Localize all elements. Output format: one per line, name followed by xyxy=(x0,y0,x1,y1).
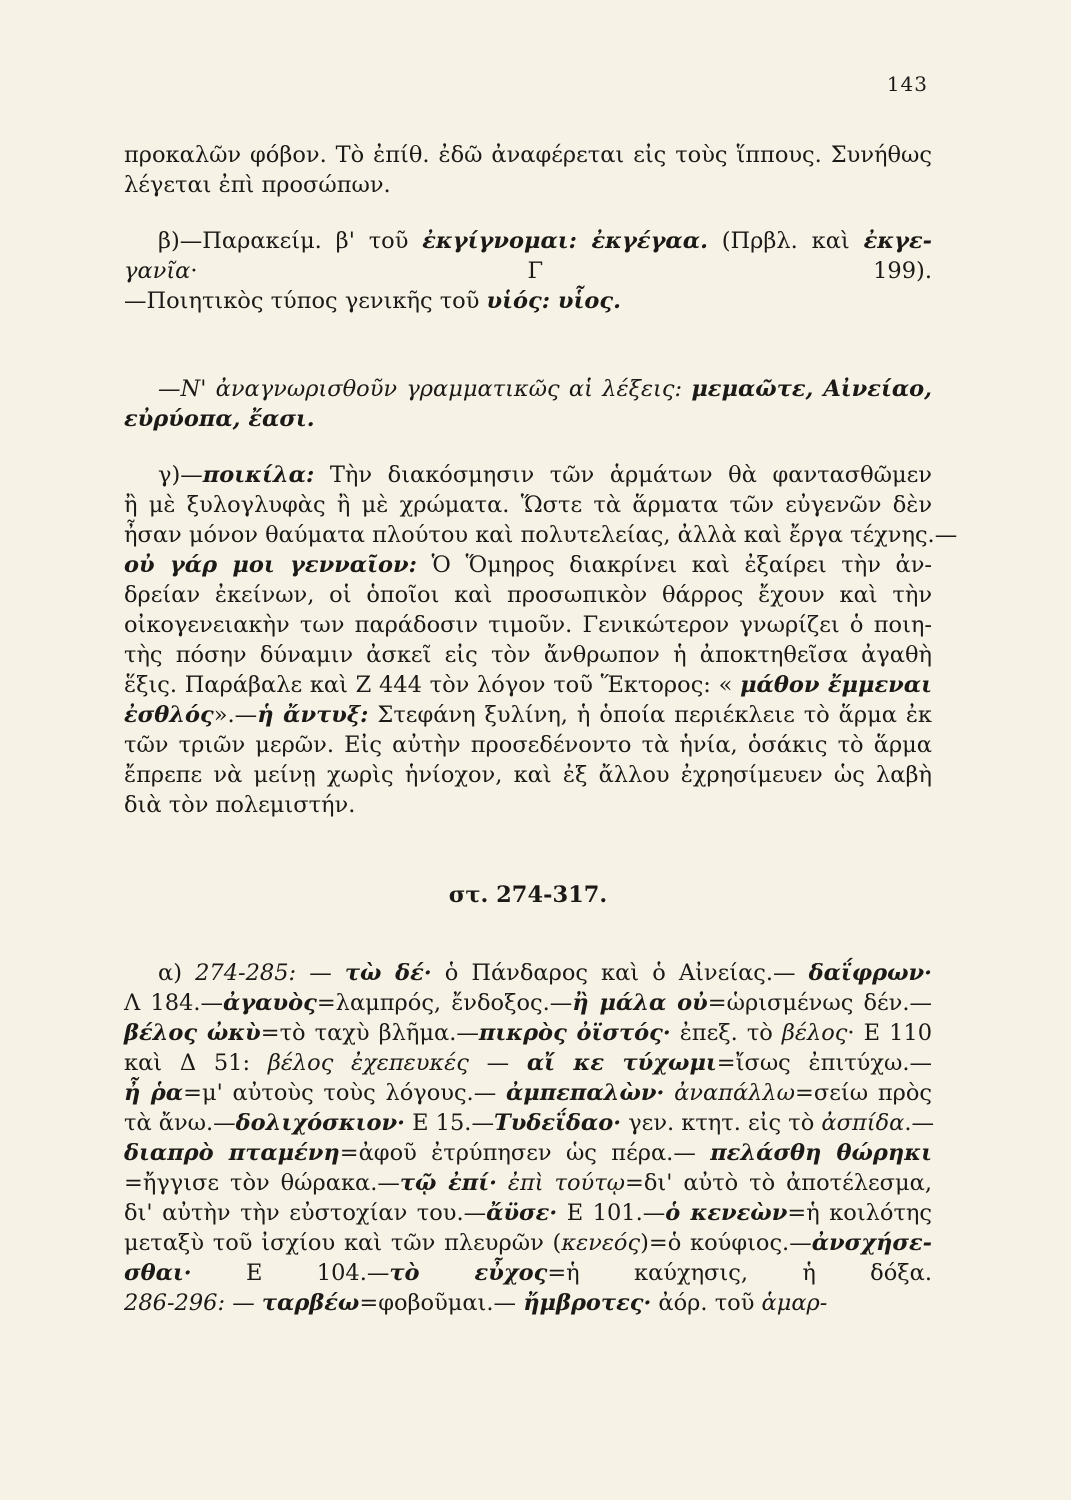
text-run: λέγεται ἐπὶ προσώπων. xyxy=(124,172,391,198)
text-line xyxy=(124,730,932,760)
emphasized-term: κενεός xyxy=(561,1230,641,1256)
text-line xyxy=(124,256,932,286)
text-run: Ὁ Ὅμηρος διακρίνει καὶ ἐξαίρει τὴν ἀν- xyxy=(416,552,932,578)
text-line xyxy=(124,580,932,610)
text-run: =τὸ ταχὺ βλῆμα.— xyxy=(260,1020,479,1046)
text-run: γεν. κτητ. εἰς τὸ xyxy=(621,1110,822,1136)
text-run: δρείαν ἐκείνων, οἱ ὁποῖοι καὶ προσωπικὸν θάρρος ἔχουν καὶ τὴν xyxy=(124,582,932,608)
emphasized-term: εὐρύοπα, ἔασι. xyxy=(124,406,315,432)
text-run: =ἀφοῦ ἐτρύπησεν ὡς πέρα.— xyxy=(339,1140,711,1166)
emphasized-term: ἤμβροτες· xyxy=(523,1290,652,1316)
text-run: .— xyxy=(904,1110,934,1136)
emphasized-term: βέλος ὠκὺ xyxy=(124,1020,261,1046)
text-line xyxy=(124,1258,932,1288)
text-run: =ἴσως ἐπιτύχω.— xyxy=(716,1050,932,1076)
paragraph xyxy=(124,374,932,434)
text-run: =ἤγγισε τὸν θώρακα.— xyxy=(124,1170,400,1196)
text-run: Λ 184.— xyxy=(124,990,224,1016)
text-line xyxy=(124,1018,932,1048)
text-run: οἰκογενειακὴν των παράδοσιν τιμοῦν. Γενικώτερον γνωρίζει ὁ ποιη- xyxy=(124,612,932,638)
text-line xyxy=(124,490,932,520)
emphasized-term: υἱός: υἷος. xyxy=(486,288,621,314)
emphasized-term: ἢ μάλα οὐ xyxy=(572,990,708,1016)
text-run: διὰ τὸν πολεμιστήν. xyxy=(124,792,356,818)
text-line xyxy=(124,1138,932,1168)
emphasized-term: ἡ ἄντυξ: xyxy=(257,702,369,728)
text-run: =μ' αὐτοὺς τοὺς λόγους.— xyxy=(183,1080,506,1106)
text-line xyxy=(124,1108,932,1138)
text-line xyxy=(124,880,932,910)
text-line xyxy=(124,760,932,790)
text-line xyxy=(124,520,958,550)
text-line xyxy=(124,404,932,434)
text-run: προκαλῶν φόβον. Τὸ ἐπίθ. ἐδῶ ἀναφέρεται εἰς τοὺς ἵππους. Συνήθως xyxy=(124,142,932,168)
text-run: Ε 104.— xyxy=(191,1260,390,1286)
emphasized-term: ἀσπίδα xyxy=(821,1110,905,1136)
emphasized-term: 286-296: xyxy=(124,1290,226,1316)
text-run: μεταξὺ τοῦ ἰσχίου καὶ τῶν πλευρῶν ( xyxy=(124,1230,562,1256)
text-run xyxy=(664,1080,674,1106)
emphasized-term: μεμαῶτε, Αἰνείαο, xyxy=(691,376,932,402)
text-run: =λαμπρός, ἔνδοξος.— xyxy=(316,990,573,1016)
text-line xyxy=(124,460,932,490)
emphasized-term: τὼ δέ· xyxy=(344,960,432,986)
emphasized-term: βέλος xyxy=(781,1020,848,1046)
text-run: )=ὁ κούφιος.— xyxy=(640,1230,812,1256)
text-run: ἐπεξ. τὸ xyxy=(670,1020,782,1046)
text-run: — xyxy=(468,1050,527,1076)
text-run: — xyxy=(225,1290,262,1316)
text-run: =ἡ καύχησις, ἡ δόξα. xyxy=(547,1260,932,1286)
emphasized-term: αἴ κε τύχωμι xyxy=(526,1050,717,1076)
text-line xyxy=(124,790,932,820)
emphasized-term: ἁμαρ- xyxy=(761,1290,828,1316)
text-line xyxy=(124,1228,932,1258)
text-line xyxy=(124,286,932,316)
text-line xyxy=(124,610,932,640)
text-run: Στεφάνη ξυλίνη, ἡ ὁποία περιέκλειε τὸ ἅρμα ἐκ xyxy=(368,702,932,728)
emphasized-term: ἀμπεπαλὼν· xyxy=(505,1080,665,1106)
emphasized-term: οὐ γάρ μοι γενναῖον: xyxy=(124,552,417,578)
text-run: (Πρβλ. καὶ xyxy=(707,228,864,254)
emphasized-term: δολιχόσκιον· xyxy=(235,1110,405,1136)
text-line xyxy=(124,1048,932,1078)
text-line xyxy=(124,958,932,988)
emphasized-term: ποικίλα: xyxy=(202,462,315,488)
text-line xyxy=(124,550,932,580)
emphasized-term: βέλος ἐχεπευκές xyxy=(267,1050,469,1076)
text-run: στ. 274-317. xyxy=(448,882,608,908)
text-run: καὶ Δ 51: xyxy=(124,1050,268,1076)
emphasized-term: ἄϋσε· xyxy=(486,1200,558,1226)
text-run: γ)— xyxy=(158,462,203,488)
text-run: ».— xyxy=(213,702,258,728)
text-run: ἕξις. Παράβαλε καὶ Ζ 444 τὸν λόγον τοῦ Ἕκτορος: « xyxy=(124,672,741,698)
text-run: τὴς πόσην δύναμιν ἀσκεῖ εἰς τὸν ἄνθρωπον ἡ ἀποκτηθεῖσα ἀγαθὴ xyxy=(124,642,932,668)
text-run: —Ποιητικὸς τύπος γενικῆς τοῦ xyxy=(124,288,487,314)
emphasized-term: Τυδεΐδαο· xyxy=(493,1110,622,1136)
text-run: ὁ Πάνδαρος καὶ ὁ Αἰνείας.— xyxy=(431,960,809,986)
text-run: τὰ ἄνω.— xyxy=(124,1110,236,1136)
emphasized-term: σθαι· xyxy=(124,1260,192,1286)
text-line xyxy=(124,140,932,170)
emphasized-term: τὸ εὖχος xyxy=(389,1260,548,1286)
text-run: ἦσαν μόνον θαύματα πλούτου καὶ πολυτελείας, ἀλλὰ καὶ ἔργα τέχνης.— xyxy=(124,522,958,548)
section-heading xyxy=(124,880,932,910)
text-run: =ὡρισμένως δέν.— xyxy=(707,990,932,1016)
text-run: =δι' αὐτὸ τὸ ἀποτέλεσμα, xyxy=(625,1170,932,1196)
text-run: =ἡ κοιλότης xyxy=(787,1200,932,1226)
text-line xyxy=(124,1078,932,1108)
emphasized-term: μάθον ἔμμεναι xyxy=(740,672,932,698)
emphasized-term: ἐκγε- xyxy=(863,228,932,254)
page-number: 143 xyxy=(886,72,928,96)
emphasized-term: —Ν' ἀναγνωρισθοῦν γραμματικῶς αἱ λέξεις: xyxy=(158,376,692,402)
emphasized-term: ἐκγίγνομαι: ἐκγέγαα. xyxy=(422,228,708,254)
emphasized-term: ἦ ῥα xyxy=(124,1080,184,1106)
text-line xyxy=(124,374,932,404)
emphasized-term: διαπρὸ πταμένη xyxy=(124,1140,340,1166)
emphasized-term: 274-285: xyxy=(195,960,297,986)
emphasized-term: ἀναπάλλω xyxy=(674,1080,796,1106)
text-line xyxy=(124,170,932,200)
text-run: Τὴν διακόσμησιν τῶν ἁρμάτων θὰ φαντασθῶμεν xyxy=(314,462,932,488)
text-line xyxy=(124,670,932,700)
text-run: · Ε 110 xyxy=(847,1020,933,1046)
text-run: ἀόρ. τοῦ xyxy=(651,1290,762,1316)
text-line xyxy=(124,640,932,670)
text-line xyxy=(124,988,932,1018)
text-run: =σείω πρὸς xyxy=(795,1080,932,1106)
emphasized-term: τῷ ἐπί· xyxy=(399,1170,497,1196)
emphasized-term: ὁ κενεὼν xyxy=(665,1200,788,1226)
text-run: β)—Παρακείμ. β' τοῦ xyxy=(158,228,423,254)
paragraph xyxy=(124,140,932,200)
text-run: ἢ μὲ ξυλογλυφὰς ἢ μὲ χρώματα. Ὥστε τὰ ἅρματα τῶν εὐγενῶν δὲν xyxy=(124,492,932,518)
text-run xyxy=(497,1170,508,1196)
emphasized-term: γανῖα xyxy=(124,258,191,284)
emphasized-term: ἐπὶ τούτῳ xyxy=(507,1170,625,1196)
text-run: Ε 101.— xyxy=(557,1200,666,1226)
text-line xyxy=(124,1288,932,1318)
text-line xyxy=(124,700,932,730)
emphasized-term: δαΐφρων· xyxy=(808,960,932,986)
text-line xyxy=(124,1168,932,1198)
text-run: Ε 15.— xyxy=(404,1110,494,1136)
emphasized-term: ἐσθλός xyxy=(124,702,214,728)
emphasized-term: ταρβέω xyxy=(261,1290,360,1316)
emphasized-term: ἀνσχήσε- xyxy=(811,1230,932,1256)
text-run: δι' αὐτὴν τὴν εὐστοχίαν του.— xyxy=(124,1200,487,1226)
emphasized-term: ἀγαυὸς xyxy=(223,990,317,1016)
text-line xyxy=(124,1198,932,1228)
text-run: · Γ 199). xyxy=(190,258,932,284)
paragraph xyxy=(124,226,932,316)
text-run: τῶν τριῶν μερῶν. Εἰς αὐτὴν προσεδένοντο τὰ ἡνία, ὁσάκις τὸ ἅρμα xyxy=(124,732,932,758)
paragraph xyxy=(124,958,932,1318)
text-run: =φοβοῦμαι.— xyxy=(359,1290,524,1316)
paragraph xyxy=(124,460,958,820)
emphasized-term: πελάσθη θώρηκι xyxy=(710,1140,932,1166)
text-run: ἔπρεπε νὰ μείνῃ χωρὶς ἡνίοχον, καὶ ἐξ ἄλλου ἐχρησίμευεν ὡς λαβὴ xyxy=(124,762,932,788)
text-run: α) xyxy=(158,960,196,986)
text-line xyxy=(124,226,932,256)
emphasized-term: πικρὸς ὀϊστός· xyxy=(478,1020,671,1046)
text-run: — xyxy=(296,960,345,986)
